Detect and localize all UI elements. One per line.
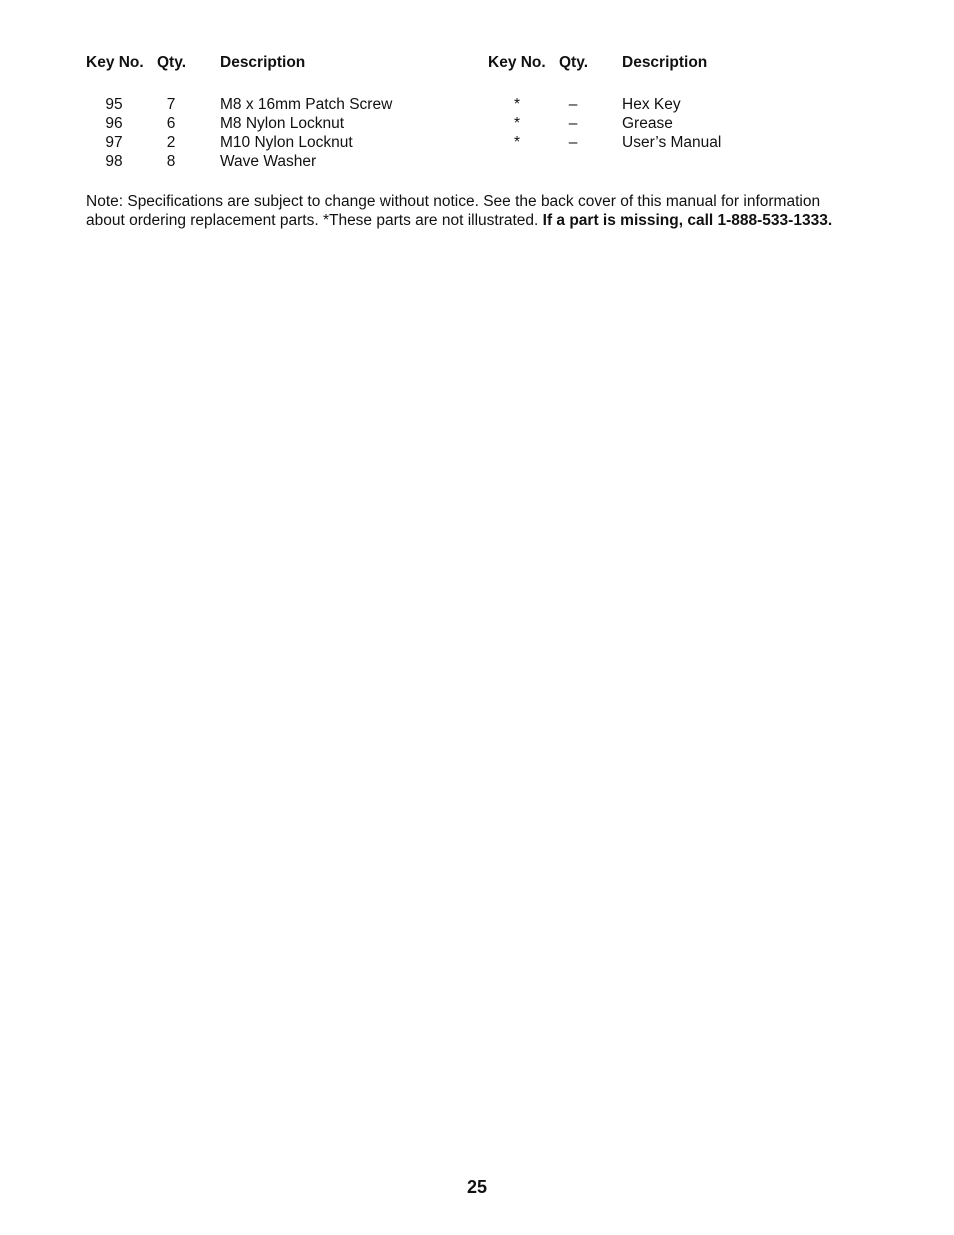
description-cell: M8 Nylon Locknut xyxy=(220,115,345,132)
header-description-right: Description xyxy=(622,54,708,71)
description-cell: User’s Manual xyxy=(622,134,722,151)
key-no-cell: 95 xyxy=(105,96,123,113)
qty-cell: – xyxy=(568,115,578,132)
header-qty-left: Qty. xyxy=(157,54,186,71)
qty-cell: 6 xyxy=(166,115,176,132)
header-key-no-left: Key No. xyxy=(86,54,144,71)
note-paragraph xyxy=(86,192,856,230)
description-cell: M8 x 16mm Patch Screw xyxy=(220,96,393,113)
description-cell: M10 Nylon Locknut xyxy=(220,134,353,151)
key-no-cell: * xyxy=(513,134,521,151)
description-cell: Grease xyxy=(622,115,673,132)
header-description-left: Description xyxy=(220,54,306,71)
key-no-cell: * xyxy=(513,115,521,132)
key-no-cell: * xyxy=(513,96,521,113)
qty-cell: 7 xyxy=(166,96,176,113)
note-bold-text: If a part is missing, call 1-888-533-1333. xyxy=(542,212,833,229)
description-cell: Hex Key xyxy=(622,96,681,113)
key-no-cell: 96 xyxy=(105,115,123,132)
note-text: Note: Specifications are subject to change without notice. See the back cover of this manual for information about ordering replacement parts. *These parts are not illustrated. xyxy=(86,193,821,229)
key-no-cell: 97 xyxy=(105,134,123,151)
qty-cell: – xyxy=(568,96,578,113)
description-cell: Wave Washer xyxy=(220,153,317,170)
header-qty-right: Qty. xyxy=(559,54,588,71)
qty-cell: – xyxy=(568,134,578,151)
page-number: 25 xyxy=(466,1177,488,1197)
qty-cell: 2 xyxy=(166,134,176,151)
qty-cell: 8 xyxy=(166,153,176,170)
header-key-no-right: Key No. xyxy=(488,54,546,71)
key-no-cell: 98 xyxy=(105,153,123,170)
